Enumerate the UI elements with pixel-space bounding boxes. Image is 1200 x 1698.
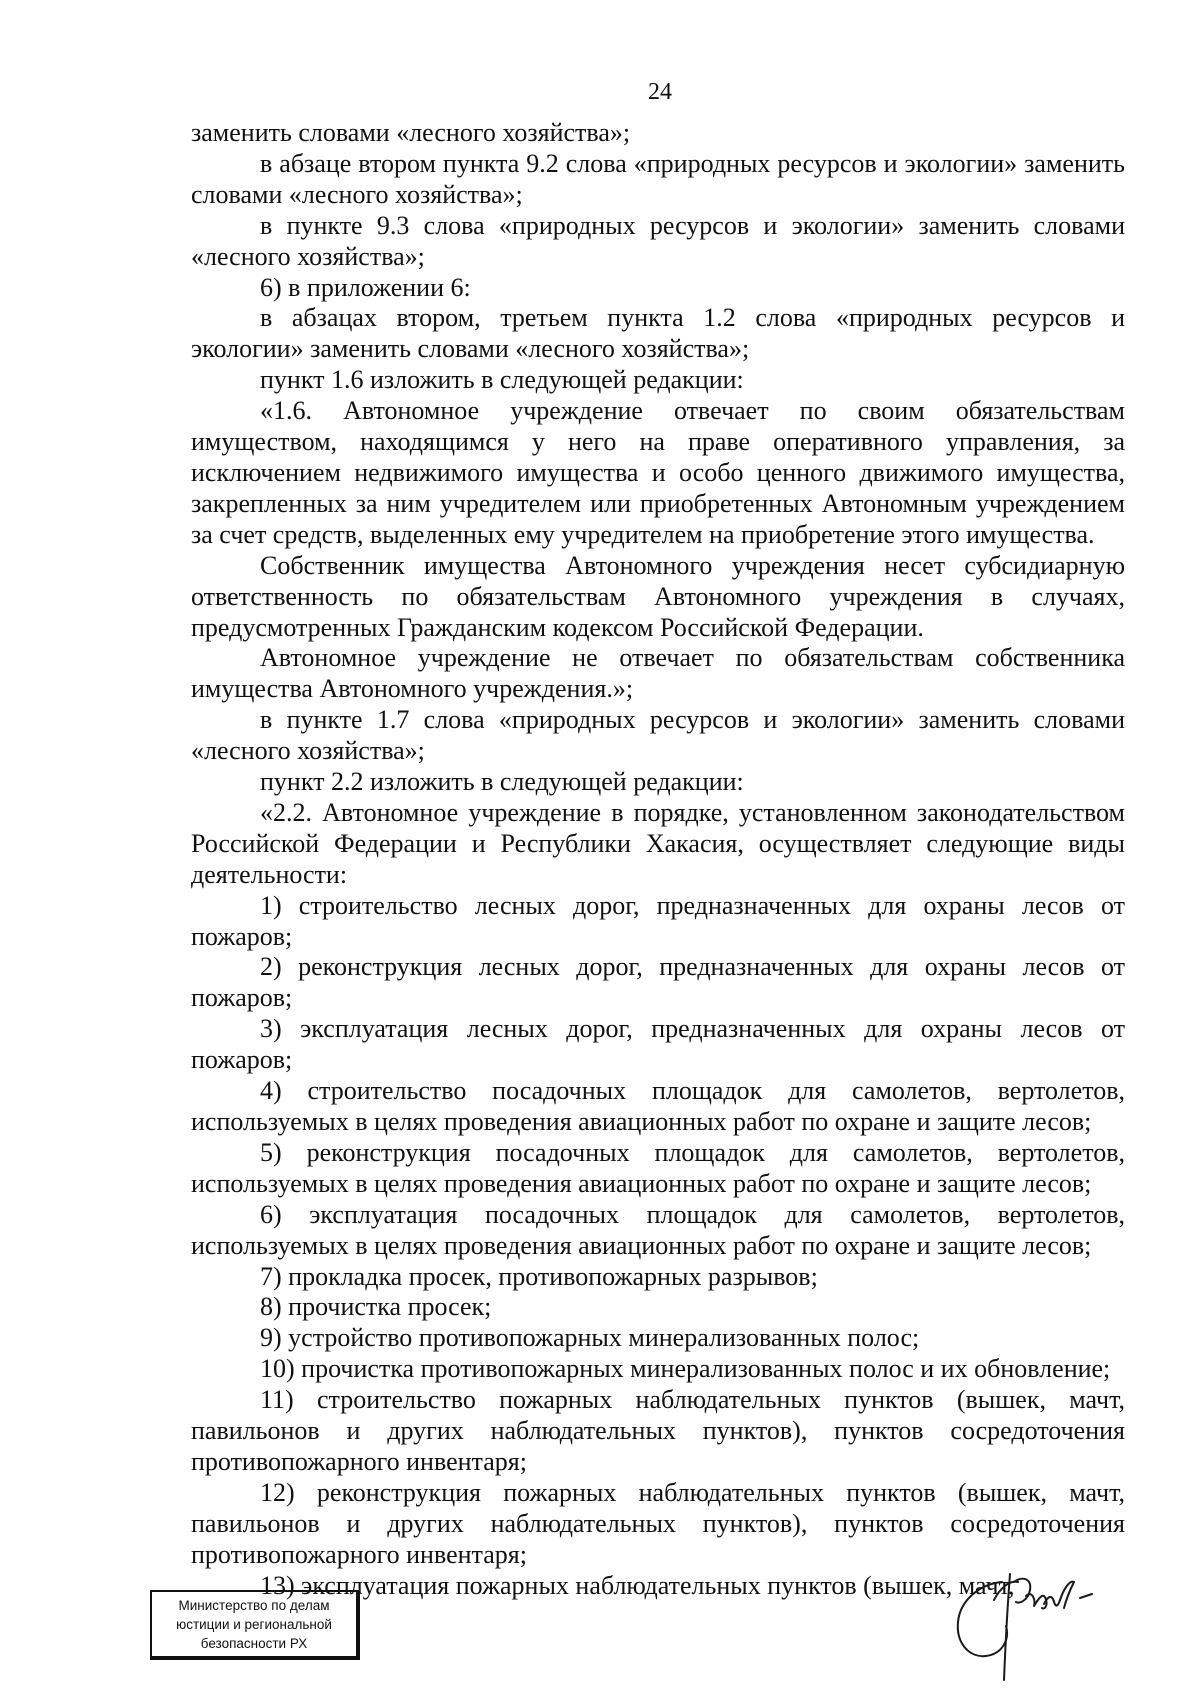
paragraph: в абзацах втором, третьем пункта 1.2 слова «природных ресурсов и экологии» заменить словами «лесного хозяйства»;	[191, 303, 1125, 364]
paragraph: пункт 1.6 изложить в следующей редакции:	[260, 365, 744, 395]
list-item: 7) прокладка просек, противопожарных разрывов;	[260, 1261, 818, 1291]
list-item: 10) прочистка противопожарных минерализованных полос и их обновление;	[260, 1354, 1111, 1384]
ministry-stamp	[150, 1590, 360, 1660]
paragraph: пункт 2.2 изложить в следующей редакции:	[260, 767, 744, 797]
list-item: 9) устройство противопожарных минерализованных полос;	[260, 1323, 920, 1353]
paragraph: Собственник имущества Автономного учреждения несет субсидиарную ответственность по обязательствам Автономного учреждения в случаях, предусмотренных Гражданским кодексом Российской Федерации.	[191, 550, 1125, 642]
paragraph: в абзаце втором пункта 9.2 слова «природных ресурсов и экологии» заменить словами «лесного хозяйства»;	[191, 148, 1125, 209]
paragraph: в пункте 1.7 слова «природных ресурсов и экологии» заменить словами «лесного хозяйства»;	[191, 705, 1125, 766]
stamp-line: юстиции и региональной	[176, 1617, 332, 1632]
page-number: 24	[648, 79, 672, 105]
list-item: 8) прочистка просек;	[260, 1292, 492, 1322]
list-item: 6) эксплуатация посадочных площадок для самолетов, вертолетов, используемых в целях проведения авиационных работ по охране и защите лесов;	[191, 1199, 1125, 1260]
list-item: 1) строительство лесных дорог, предназначенных для охраны лесов от пожаров;	[191, 890, 1125, 951]
list-item: 13) эксплуатация пожарных наблюдательных пунктов (вышек, мачт,	[260, 1570, 1015, 1600]
list-item: 5) реконструкция посадочных площадок для самолетов, вертолетов, используемых в целях проведения авиационных работ по охране и защите лесов;	[191, 1137, 1125, 1198]
list-item: 4) строительство посадочных площадок для самолетов, вертолетов, используемых в целях проведения авиационных работ по охране и защите лесов;	[191, 1076, 1125, 1136]
paragraph: Автономное учреждение не отвечает по обязательствам собственника имущества Автономного учреждения.»;	[191, 643, 1125, 704]
list-item: 3) эксплуатация лесных дорог, предназначенных для охраны лесов от пожаров;	[191, 1014, 1125, 1075]
paragraph: заменить словами «лесного хозяйства»;	[191, 118, 631, 147]
list-item: 11) строительство пожарных наблюдательных пунктов (вышек, мачт, павильонов и других наблюдательных пунктов), пунктов сосредоточения противопожарного инвентаря;	[191, 1385, 1125, 1476]
paragraph: 6) в приложении 6:	[260, 272, 471, 302]
paragraph: «2.2. Автономное учреждение в порядке, установленном законодательством Российской Федерации и Республики Хакасия, осуществляет следующие виды деятельности:	[191, 797, 1125, 889]
paragraph: «1.6. Автономное учреждение отвечает по своим обязательствам имуществом, находящимся у него на праве оперативного управления, за исключением недвижимого имущества и особо ценного движимого имущества, закрепленных за ним учредителем или приобретенных Автономным учреждением за счет средств, выделенных ему учредителем на приобретение этого имущества.	[191, 396, 1125, 549]
list-item: 2) реконструкция лесных дорог, предназначенных для охраны лесов от пожаров;	[191, 952, 1125, 1013]
paragraph: в пункте 9.3 слова «природных ресурсов и экологии» заменить словами «лесного хозяйства»;	[191, 210, 1125, 271]
document-body	[191, 118, 1125, 1602]
stamp-line: безопасности РХ	[200, 1636, 308, 1651]
list-item: 12) реконструкция пожарных наблюдательных пунктов (вышек, мачт, павильонов и других наблюдательных пунктов), пунктов сосредоточения противопожарного инвентаря;	[191, 1477, 1125, 1569]
handwritten-signature-icon	[940, 1560, 1140, 1690]
stamp-line: Министерство по делам	[178, 1598, 330, 1613]
